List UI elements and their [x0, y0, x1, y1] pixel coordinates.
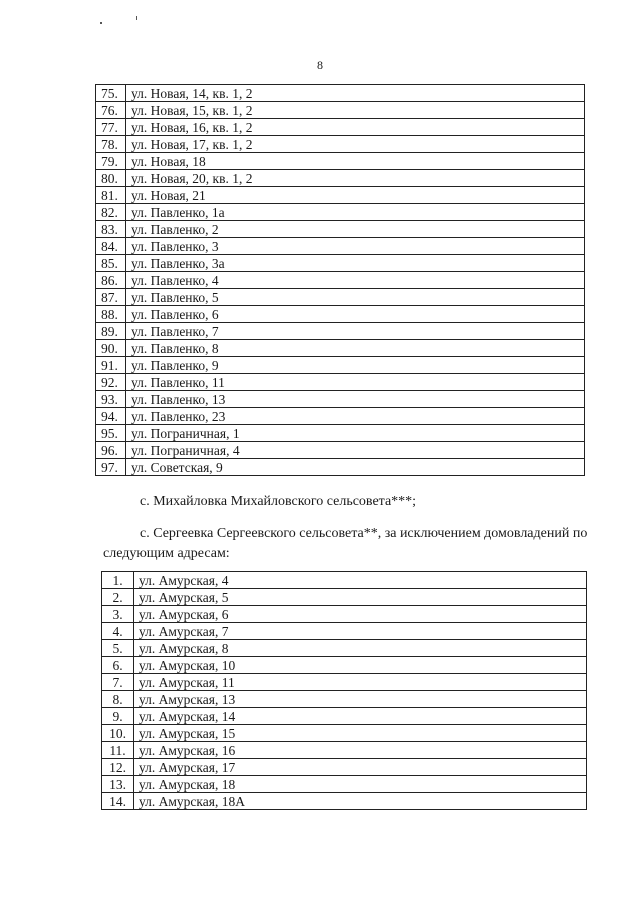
- table-row: [102, 674, 587, 691]
- row-number: 14.: [102, 793, 134, 810]
- row-address: ул. Амурская, 5: [134, 589, 587, 606]
- row-number: 82.: [96, 204, 126, 221]
- row-address: ул. Новая, 17, кв. 1, 2: [126, 136, 585, 153]
- table-row: [102, 708, 587, 725]
- table-row: [96, 85, 585, 102]
- row-address: ул. Павленко, 9: [126, 357, 585, 374]
- address-table-top-body: [96, 85, 585, 476]
- table-row: [96, 102, 585, 119]
- row-address: ул. Советская, 9: [126, 459, 585, 476]
- row-number: 96.: [96, 442, 126, 459]
- row-address: ул. Пограничная, 1: [126, 425, 585, 442]
- row-number: 93.: [96, 391, 126, 408]
- table-row: [96, 153, 585, 170]
- row-number: 78.: [96, 136, 126, 153]
- row-address: ул. Павленко, 3: [126, 238, 585, 255]
- scan-speck: [100, 22, 102, 24]
- table-row: [96, 204, 585, 221]
- row-number: 76.: [96, 102, 126, 119]
- row-number: 80.: [96, 170, 126, 187]
- row-address: ул. Амурская, 18А: [134, 793, 587, 810]
- table-row: [96, 255, 585, 272]
- table-row: [102, 725, 587, 742]
- row-number: 94.: [96, 408, 126, 425]
- table-row: [96, 119, 585, 136]
- row-address: ул. Амурская, 4: [134, 572, 587, 589]
- row-number: 90.: [96, 340, 126, 357]
- row-number: 11.: [102, 742, 134, 759]
- table-row: [96, 459, 585, 476]
- table-row: [96, 442, 585, 459]
- table-row: [96, 136, 585, 153]
- table-row: [102, 606, 587, 623]
- row-address: ул. Амурская, 13: [134, 691, 587, 708]
- row-number: 97.: [96, 459, 126, 476]
- row-address: ул. Амурская, 17: [134, 759, 587, 776]
- row-address: ул. Новая, 14, кв. 1, 2: [126, 85, 585, 102]
- table-row: [96, 340, 585, 357]
- table-row: [102, 640, 587, 657]
- row-address: ул. Павленко, 1а: [126, 204, 585, 221]
- row-address: ул. Павленко, 7: [126, 323, 585, 340]
- row-address: ул. Новая, 16, кв. 1, 2: [126, 119, 585, 136]
- row-number: 88.: [96, 306, 126, 323]
- table-row: [96, 357, 585, 374]
- row-address: ул. Павленко, 23: [126, 408, 585, 425]
- table-row: [102, 691, 587, 708]
- row-address: ул. Новая, 20, кв. 1, 2: [126, 170, 585, 187]
- table-row: [102, 742, 587, 759]
- row-address: ул. Пограничная, 4: [126, 442, 585, 459]
- row-number: 86.: [96, 272, 126, 289]
- page-number: 8: [317, 58, 323, 72]
- row-number: 7.: [102, 674, 134, 691]
- table-row: [96, 272, 585, 289]
- table-row: [102, 589, 587, 606]
- row-address: ул. Павленко, 11: [126, 374, 585, 391]
- table-row: [96, 306, 585, 323]
- row-number: 13.: [102, 776, 134, 793]
- table-row: [96, 238, 585, 255]
- row-number: 87.: [96, 289, 126, 306]
- row-number: 75.: [96, 85, 126, 102]
- row-number: 4.: [102, 623, 134, 640]
- table-row: [102, 793, 587, 810]
- row-address: ул. Амурская, 6: [134, 606, 587, 623]
- row-number: 84.: [96, 238, 126, 255]
- row-number: 77.: [96, 119, 126, 136]
- row-address: ул. Павленко, 8: [126, 340, 585, 357]
- row-address: ул. Павленко, 4: [126, 272, 585, 289]
- row-number: 95.: [96, 425, 126, 442]
- table-row: [96, 391, 585, 408]
- paragraph-sergeevka: с. Сергеевка Сергеевского сельсовета**, за исключением домовладений по следующим адресам:: [103, 526, 588, 561]
- address-table-bottom: [101, 571, 587, 810]
- row-address: ул. Павленко, 5: [126, 289, 585, 306]
- row-address: ул. Амурская, 14: [134, 708, 587, 725]
- scan-speck: [136, 16, 137, 20]
- row-address: ул. Амурская, 15: [134, 725, 587, 742]
- table-row: [96, 374, 585, 391]
- row-number: 12.: [102, 759, 134, 776]
- row-number: 83.: [96, 221, 126, 238]
- table-row: [102, 776, 587, 793]
- row-number: 85.: [96, 255, 126, 272]
- row-address: ул. Амурская, 11: [134, 674, 587, 691]
- table-row: [102, 759, 587, 776]
- row-number: 6.: [102, 657, 134, 674]
- row-address: ул. Новая, 18: [126, 153, 585, 170]
- row-address: ул. Новая, 15, кв. 1, 2: [126, 102, 585, 119]
- row-address: ул. Павленко, 3а: [126, 255, 585, 272]
- table-row: [96, 221, 585, 238]
- table-row: [96, 289, 585, 306]
- row-number: 92.: [96, 374, 126, 391]
- row-address: ул. Амурская, 18: [134, 776, 587, 793]
- paragraph-mikhaylovka: с. Михайловка Михайловского сельсовета***;: [140, 494, 417, 509]
- table-row: [102, 572, 587, 589]
- table-row: [96, 408, 585, 425]
- row-address: ул. Амурская, 7: [134, 623, 587, 640]
- row-number: 9.: [102, 708, 134, 725]
- row-number: 5.: [102, 640, 134, 657]
- table-row: [96, 187, 585, 204]
- table-row: [96, 323, 585, 340]
- row-number: 89.: [96, 323, 126, 340]
- table-row: [96, 425, 585, 442]
- row-number: 91.: [96, 357, 126, 374]
- row-address: ул. Павленко, 6: [126, 306, 585, 323]
- row-address: ул. Амурская, 10: [134, 657, 587, 674]
- address-table-bottom-body: [102, 572, 587, 810]
- row-number: 79.: [96, 153, 126, 170]
- address-table-top: [95, 84, 585, 476]
- row-number: 2.: [102, 589, 134, 606]
- row-number: 8.: [102, 691, 134, 708]
- row-address: ул. Амурская, 8: [134, 640, 587, 657]
- row-address: ул. Новая, 21: [126, 187, 585, 204]
- table-row: [102, 623, 587, 640]
- row-address: ул. Павленко, 2: [126, 221, 585, 238]
- row-address: ул. Амурская, 16: [134, 742, 587, 759]
- table-row: [96, 170, 585, 187]
- row-number: 81.: [96, 187, 126, 204]
- row-address: ул. Павленко, 13: [126, 391, 585, 408]
- row-number: 1.: [102, 572, 134, 589]
- table-row: [102, 657, 587, 674]
- row-number: 3.: [102, 606, 134, 623]
- row-number: 10.: [102, 725, 134, 742]
